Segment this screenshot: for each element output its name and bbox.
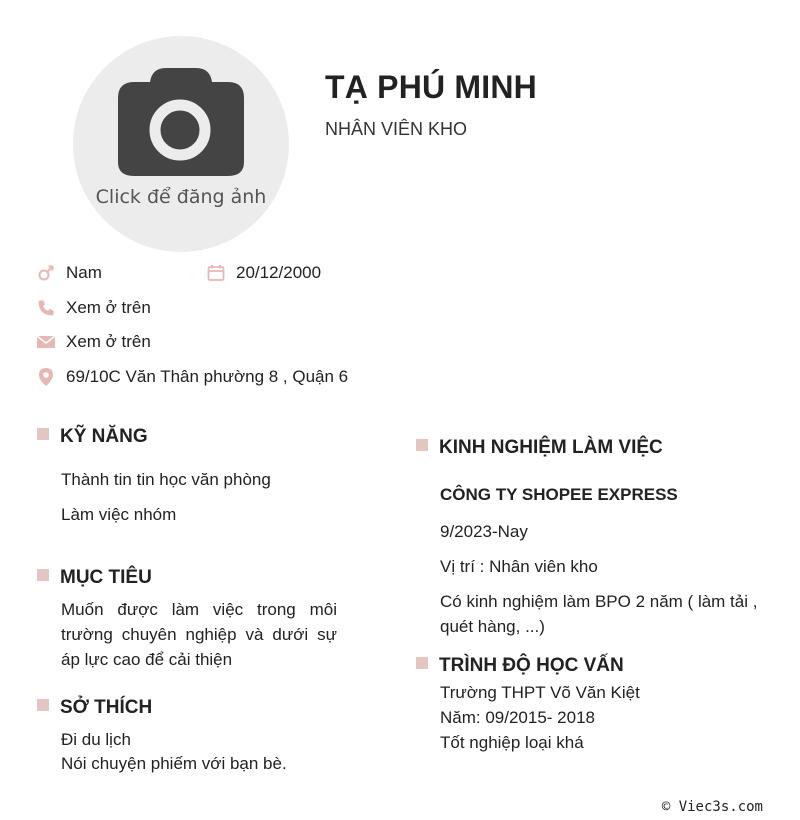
address-row	[36, 367, 348, 387]
gender-value: Nam	[66, 263, 102, 282]
school-name: Trường THPT Võ Văn Kiệt	[440, 683, 640, 702]
avatar-caption: Click để đăng ảnh	[95, 186, 267, 208]
avatar-upload[interactable]	[73, 36, 289, 252]
birthday-value: 20/12/2000	[236, 263, 322, 282]
school-years: Năm: 09/2015- 2018	[440, 708, 595, 727]
hobby-item: Nói chuyện phiếm với bạn bè.	[61, 754, 287, 773]
copyright-footer: © Viec3s.com	[661, 799, 763, 815]
skill-item: Làm việc nhóm	[61, 505, 177, 524]
company-name: CÔNG TY SHOPEE EXPRESS	[440, 485, 678, 504]
section-marker	[416, 657, 428, 669]
envelope-icon	[36, 332, 56, 352]
work-position: Vị trí : Nhân viên kho	[440, 557, 598, 576]
phone-row	[36, 298, 151, 318]
address-value: 69/10C Văn Thân phường 8 , Quận 6	[66, 367, 349, 386]
location-pin-icon	[36, 367, 56, 387]
objective-text: Muốn được làm việc trong môi trường chuyên nghiệp và dưới sự áp lực cao để cải thiện	[61, 600, 337, 669]
email-row	[36, 332, 151, 352]
experience-heading: KINH NGHIỆM LÀM VIỆC	[416, 437, 663, 459]
section-marker	[416, 439, 428, 451]
objective-heading: MỤC TIÊU	[37, 567, 152, 589]
graduation-grade: Tốt nghiệp loại khá	[440, 733, 584, 752]
section-marker	[37, 569, 49, 581]
job-title: NHÂN VIÊN KHO	[325, 119, 468, 139]
gender-row	[36, 263, 102, 283]
calendar-icon	[206, 263, 226, 283]
candidate-name: TẠ PHÚ MINH	[325, 69, 537, 105]
phone-value: Xem ở trên	[66, 298, 151, 317]
hobbies-heading: SỞ THÍCH	[37, 697, 152, 719]
email-value: Xem ở trên	[66, 332, 151, 351]
section-marker	[37, 428, 49, 440]
skills-heading: KỸ NĂNG	[37, 426, 148, 448]
camera-icon	[116, 66, 246, 178]
gender-icon	[36, 263, 56, 283]
education-heading: TRÌNH ĐỘ HỌC VẤN	[416, 655, 624, 677]
birthday-row	[206, 263, 321, 283]
section-marker	[37, 699, 49, 711]
hobby-item: Đi du lịch	[61, 730, 131, 749]
skill-item: Thành tin tin học văn phòng	[61, 470, 271, 489]
work-description: Có kinh nghiệm làm BPO 2 năm ( làm tải , quét hàng, ...)	[440, 592, 758, 636]
work-period: 9/2023-Nay	[440, 522, 528, 541]
phone-icon	[36, 298, 56, 318]
